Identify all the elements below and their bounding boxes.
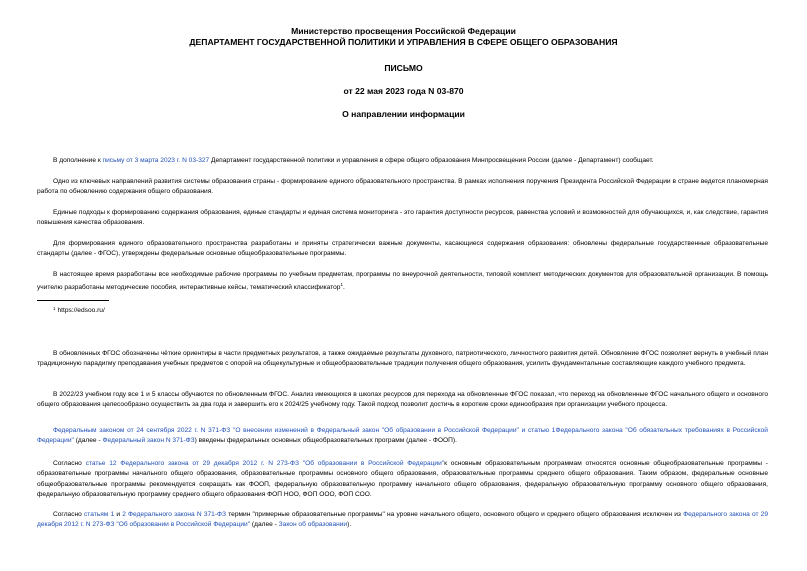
paragraph-9: Согласно статье 12 Федерального закона от 29 декабря 2012 г. N 273-ФЗ "Об образовании в Российской Федерации"к основным образовательным программам относятся основные общеобразовательные программы - образовательные программы начального общего образования, образовательные программы основного общего образования, образовательные программы среднего общего образования. Таким образом, федеральные основные общеобразовательные программы рекомендуется сокращать как ФООП, федеральную образовательную программу начального общего образования, федеральную образовательную программу основного общего образования, федеральную образовательную программу среднего общего образования ФОП НОО, ФОП ООО, ФОП СОО. bbox=[37, 460, 768, 498]
document-type: ПИСЬМО bbox=[384, 63, 423, 73]
link-law-amendments[interactable]: "О внесении изменений в Федеральный закон "Об образовании в Российской Федерации" и статью 1Федерального закона "Об обязательных требованиях в Российской Федерации" bbox=[37, 427, 768, 445]
link-letter-03-327[interactable]: письму от 3 марта 2023 г. N 03-327 bbox=[102, 157, 210, 164]
paragraph-3: Единые подходы к формированию содержания образования, единые стандарты и единая система мониторинга - это гарантия доступности ресурсов, равенства условий и возможностей для обучающихся, и, как следствие, гарантия повышения качества образования. bbox=[37, 209, 768, 227]
link-articles-1[interactable]: статьям 1 bbox=[83, 511, 115, 518]
paragraph-5: В настоящее время разработаны все необходимые рабочие программы по учебным предметам, программы по внеурочной деятельности, типовой комплект методических документов для образовательной организации. В помощь учителю разработаны методические пособия, интерактивные кейсы, тематический классификатор$^1$. bbox=[37, 271, 768, 292]
paragraph-6: В обновленных ФГОС обозначены чёткие ориентиры в части предметных результатов, а также ожидаемые результаты духовного, патриотического, личностного развития детей. Обновление ФГОС позволяет вернуть в учебный план традиционную парадигму преподавания учебных предметов с опорой на общекультурные и общеобразовательные традиции получения общего образования, усилить фундаментальные составляющие каждого учебного предмета. bbox=[37, 350, 768, 368]
paragraph-10: Согласно статьям 1 и 2 Федерального закона N 371-ФЗ термин "примерные образовательные программы" на уровне начального общего, основного общего и среднего общего образования исключен из Федерального закона от 29 декабря 2012 г. N 273-ФЗ "Об образовании в Российской Федерации" (далее - Закон об образовании). bbox=[37, 511, 768, 529]
link-article-2[interactable]: 2 bbox=[122, 511, 126, 518]
footnote: $^1$ https://edsoo.ru/ bbox=[53, 306, 105, 314]
link-law-273-fz[interactable]: Федерального закона от 29 декабря 2012 г. N 273-ФЗ "Об образовании в Российской Федерации" bbox=[37, 511, 768, 529]
paragraph-1: В дополнение к письму от 3 марта 2023 г. N 03-327 Департамент государственной политики и управления в сфере общего образования Минпросвещения России (далее - Департамент) сообщает. bbox=[53, 157, 654, 164]
footnote-url: https://edsoo.ru/ bbox=[57, 307, 105, 314]
paragraph-7: В 2022/23 учебном году все 1 и 5 классы обучаются по обновленным ФГОС. Анализ имеющихся в школах ресурсов для перехода на обновленные ФГОС показал, что переход на обновленные ФГОС начального общего и основного общего образования целесообразно осуществить за два года и завершить его к 2024/25 учебному году. Такой подход позволит достичь в короткие сроки единообразия при организации учебного процесса. bbox=[37, 391, 768, 409]
paragraph-2: Одно из ключевых направлений развития системы образования страны - формирование единого образовательного пространства. В рамках исполнения поручения Президента Российской Федерации в стране ведется планомерная работа по обновлению содержания общего образования. bbox=[37, 178, 768, 196]
paragraph-4: Для формирования единого образовательного пространства разработаны и приняты стратегически важные документы, касающиеся содержания образования: обновлены федеральные государственные образовательные стандарты (далее - ФГОС), утверждены федеральные основные общеобразовательные программы. bbox=[37, 240, 768, 258]
department-title: ДЕПАРТАМЕНТ ГОСУДАРСТВЕННОЙ ПОЛИТИКИ И УПРАВЛЕНИЯ В СФЕРЕ ОБЩЕГО ОБРАЗОВАНИЯ bbox=[189, 37, 618, 47]
link-law-371-fz-ref[interactable]: Федерального закона N 371-ФЗ bbox=[128, 511, 227, 518]
link-education-law[interactable]: Закон об образовании bbox=[278, 521, 348, 529]
link-law-371-fz[interactable]: Федеральным законом от 24 сентября 2022 г. N 371-ФЗ bbox=[53, 427, 231, 434]
document-subject: О направлении информации bbox=[342, 109, 465, 119]
link-law-371-fz-short[interactable]: Федеральный закон N 371-ФЗ bbox=[102, 437, 195, 445]
footnote-marker[interactable]: 1 bbox=[340, 282, 343, 288]
ministry-title: Министерство просвещения Российской Федерации bbox=[291, 26, 516, 36]
document-date-number: от 22 мая 2023 года N 03-870 bbox=[343, 86, 464, 96]
link-article-12[interactable]: статье 12 Федерального закона от 29 декабря 2012 г. N 273-ФЗ "Об образовании в Российской Федерации" bbox=[85, 460, 445, 467]
footnote-divider bbox=[37, 300, 109, 301]
paragraph-8: Федеральным законом от 24 сентября 2022 г. N 371-ФЗ "О внесении изменений в Федеральный закон "Об образовании в Российской Федерации" и статью 1Федерального закона "Об обязательных требованиях в Российской Федерации" (далее - Федеральный закон N 371-ФЗ) введены федеральных основных общеобразовательных программ (далее - ФООП). bbox=[37, 427, 768, 445]
